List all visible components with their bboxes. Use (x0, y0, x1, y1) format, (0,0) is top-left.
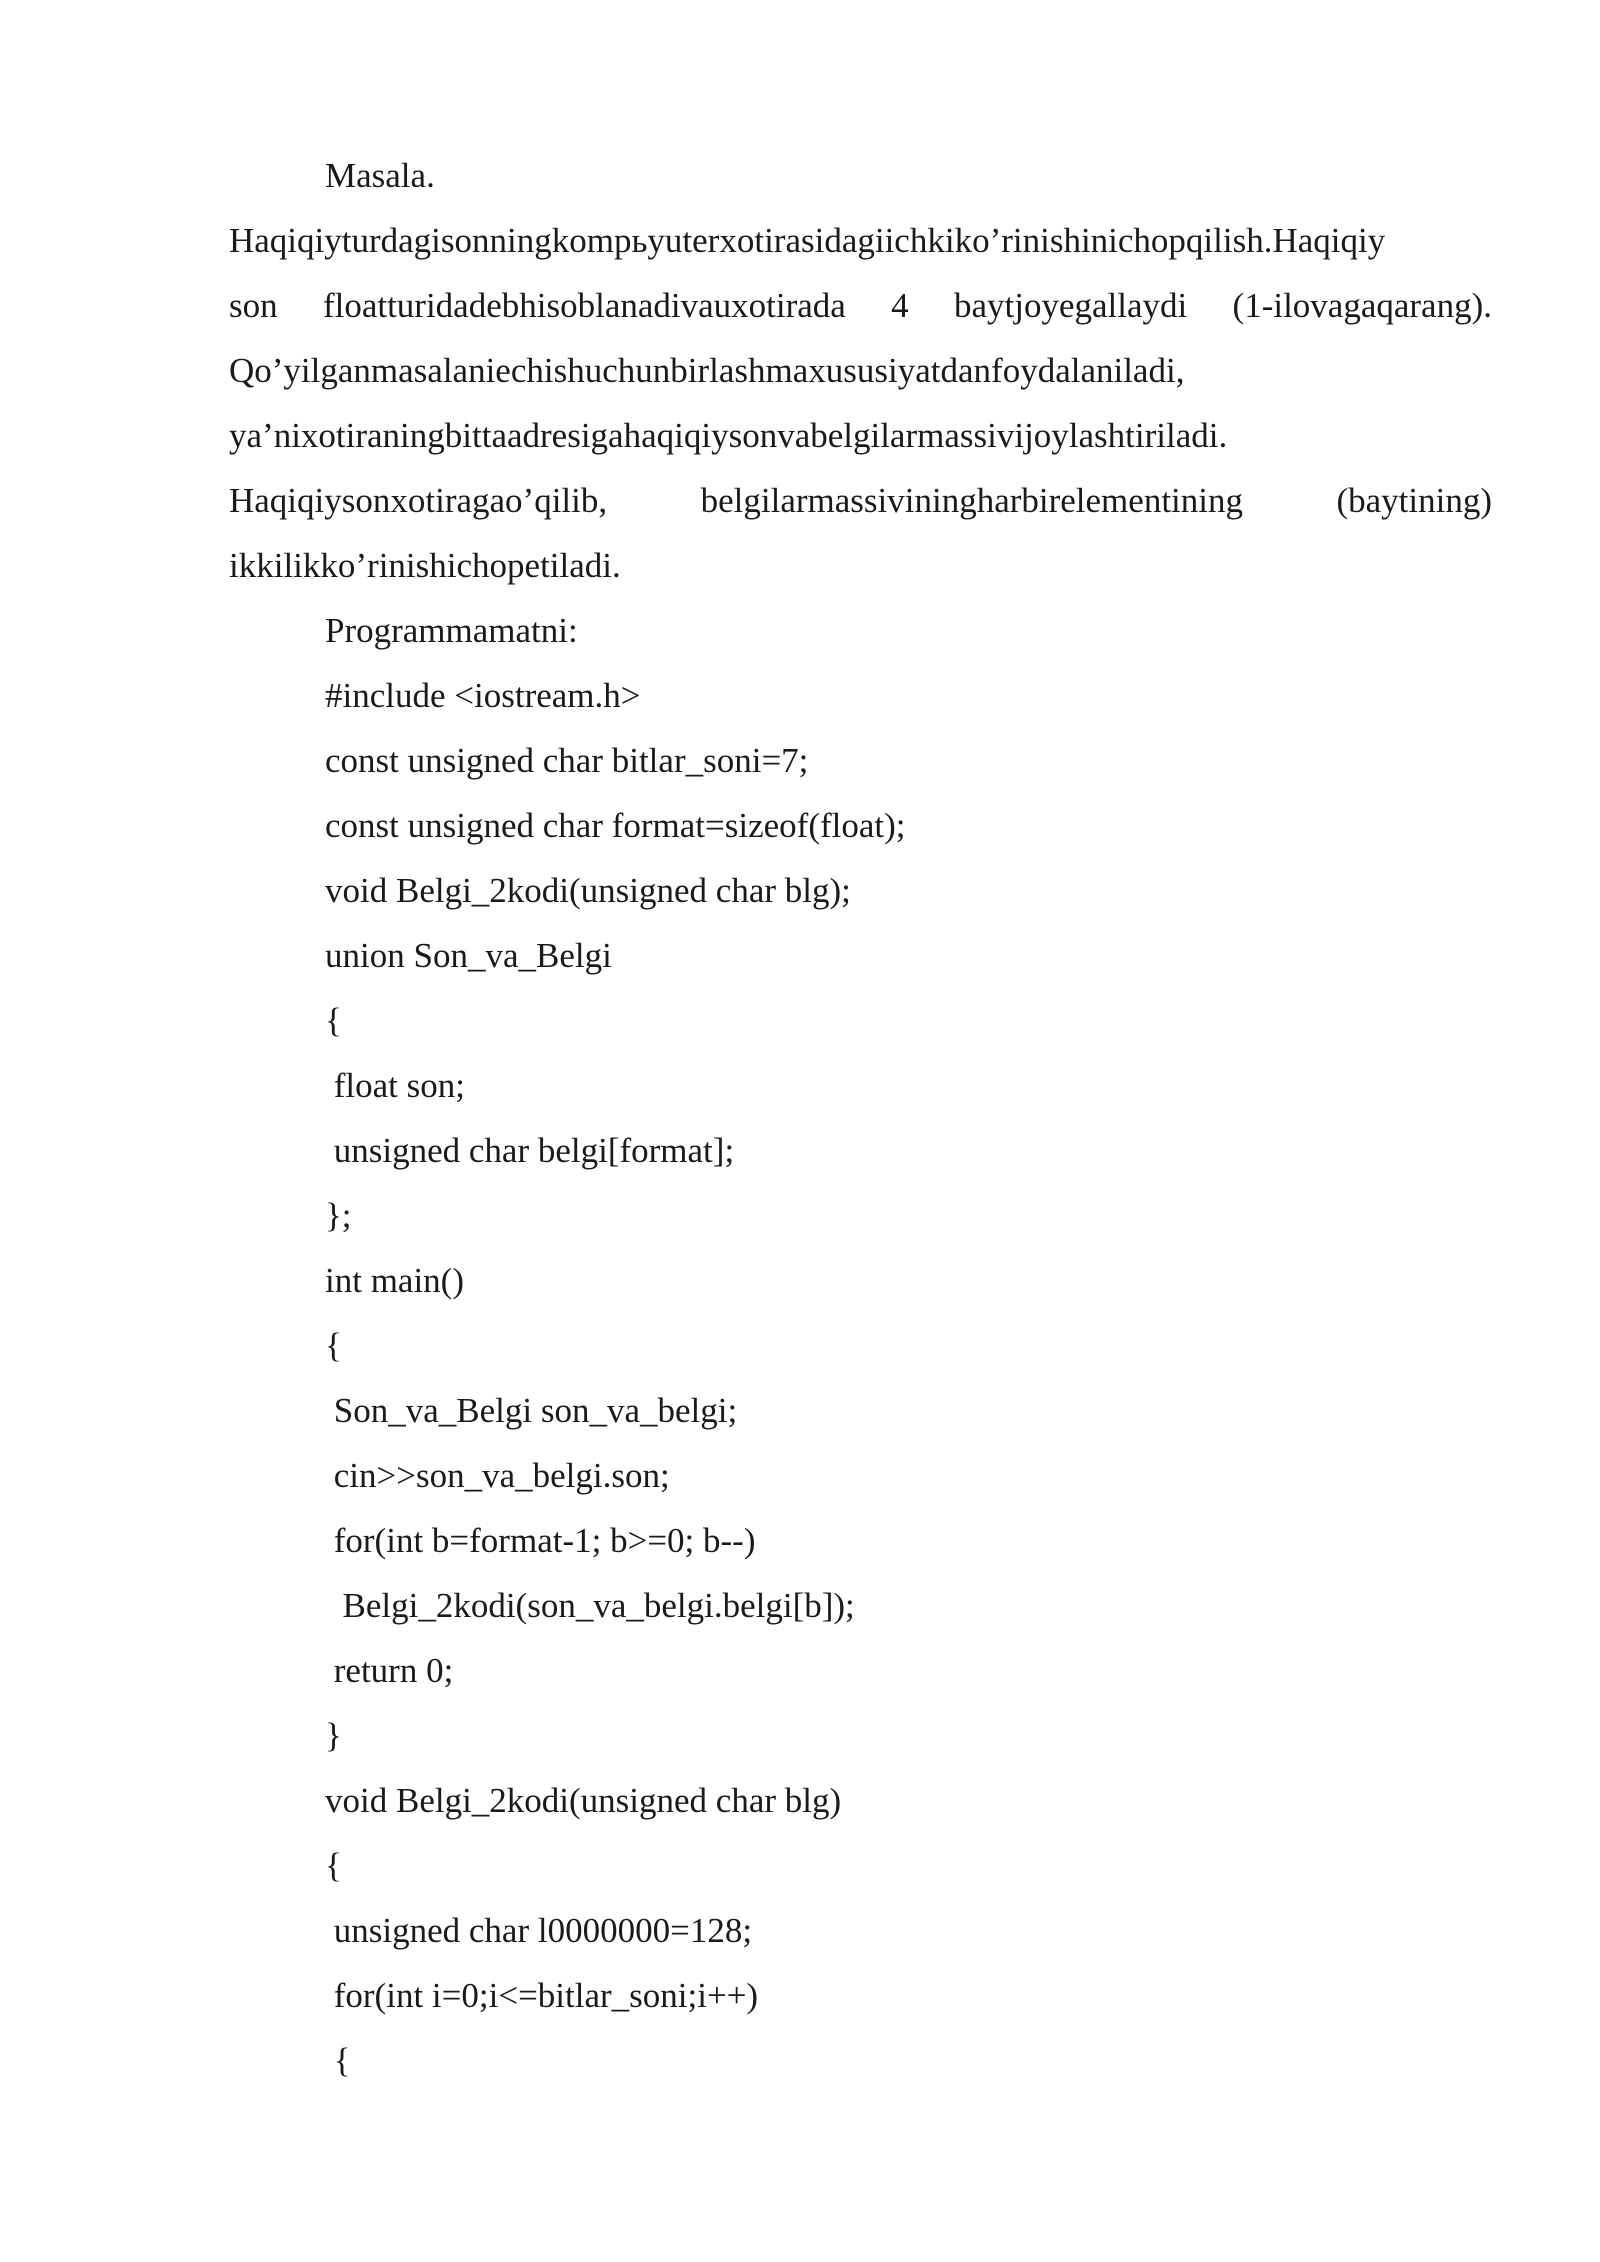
code-line: const unsigned char format=sizeof(float); (325, 806, 906, 845)
paragraph-line-1: Haqiqiyturdagisonningkompьyuterxotirasidagiichkiko’rinishinichopqilish.Haqiqiy (229, 221, 1386, 260)
code-line: int main() (325, 1261, 464, 1300)
paragraph-line-6: ikkilikko’rinishichopetiladi. (229, 546, 621, 585)
code-line: }; (325, 1196, 352, 1235)
code-line: void Belgi_2kodi(unsigned char blg); (325, 871, 851, 910)
paragraph-line-3: Qo’yilganmasalaniechishuchunbirlashmaxususiyatdanfoydalaniladi, (229, 351, 1185, 390)
code-line: { (325, 2041, 351, 2080)
code-line: unsigned char belgi[format]; (325, 1131, 735, 1170)
paragraph-line-5: Haqiqiysonxotiragao’qilib, belgilarmassiviningharbirelementining (baytining) (229, 481, 1492, 520)
code-line: Son_va_Belgi son_va_belgi; (325, 1391, 738, 1430)
code-line: return 0; (325, 1651, 454, 1690)
code-line: for(int i=0;i<=bitlar_soni;i++) (325, 1976, 759, 2015)
code-line: float son; (325, 1066, 465, 1105)
code-line: { (325, 1001, 342, 1040)
code-line: #include <iostream.h> (325, 676, 641, 715)
code-line: } (325, 1716, 342, 1755)
code-line: unsigned char l0000000=128; (325, 1911, 753, 1950)
code-line: { (325, 1326, 342, 1365)
code-line: void Belgi_2kodi(unsigned char blg) (325, 1781, 842, 1820)
code-line: const unsigned char bitlar_soni=7; (325, 741, 809, 780)
heading-masala: Masala. (325, 156, 435, 195)
paragraph-line-2: son floatturidadebhisoblanadivauxotirada 4 baytjoyegallaydi (1-ilovagaqarang). (229, 286, 1492, 325)
paragraph-line-4: ya’nixotiraningbittaadresigahaqiqiysonvabelgilarmassivijoylashtiriladi. (229, 416, 1228, 455)
code-line: for(int b=format-1; b>=0; b--) (325, 1521, 756, 1560)
program-label: Programmamatni: (325, 611, 578, 650)
code-line: Belgi_2kodi(son_va_belgi.belgi[b]); (325, 1586, 855, 1625)
code-line: union Son_va_Belgi (325, 936, 612, 975)
code-line: cin>>son_va_belgi.son; (325, 1456, 670, 1495)
code-line: { (325, 1846, 342, 1885)
